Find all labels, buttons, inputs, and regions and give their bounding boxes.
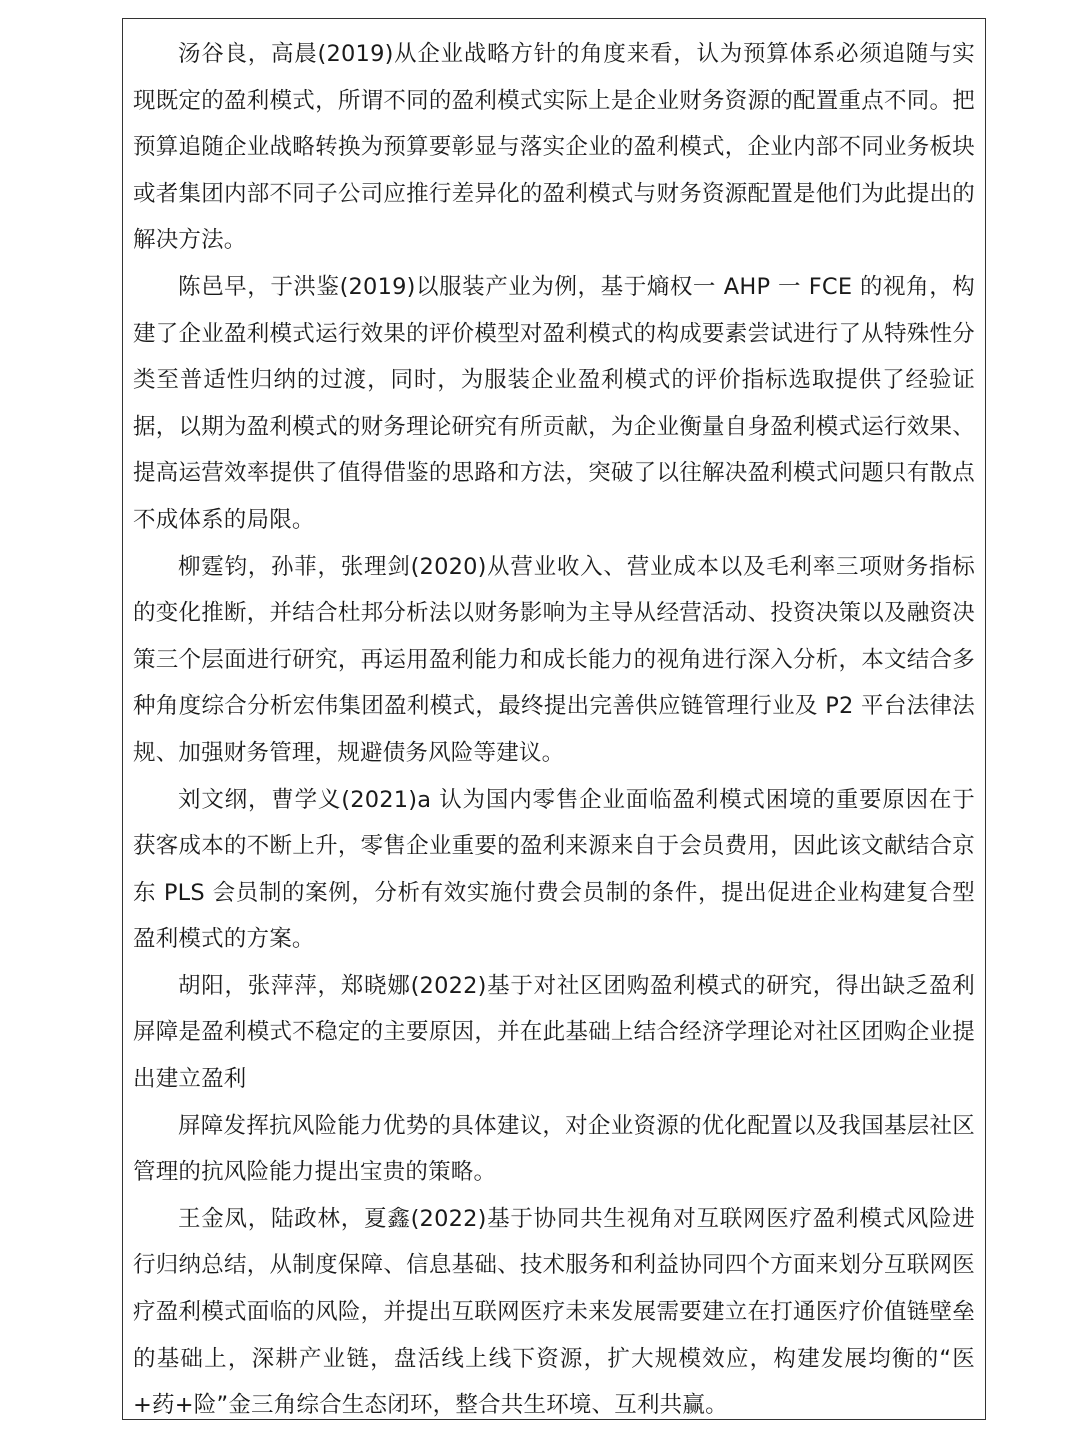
- paragraph-wang-lu-xia: 王金凤，陆政林，夏鑫(2022)基于协同共生视角对互联网医疗盈利模式风险进行归纳总结，从制度保障、信息基础、技术服务和利益协同四个方面来划分互联网医疗盈利模式面临的风险，并提出互联网医疗未来发展需要建立在打通医疗价值链壁垒的基础上，深耕产业链，盘活线上线下资源，扩大规模效应，构建发展均衡的“医+药+险”金三角综合生态闭环，整合共生环境、互利共赢。: [133, 1205, 975, 1419]
- paragraph-liu-cao: 刘文纲，曹学义(2021)a 认为国内零售企业面临盈利模式困境的重要原因在于获客成本的不断上升，零售企业重要的盈利来源来自于会员费用，因此该文献结合京东 PLS 会员制的案例，分析有效实施付费会员制的条件，提出促进企业构建复合型盈利模式的方案。: [133, 786, 975, 953]
- paragraph-tang-gaochen: 汤谷良，高晨(2019)从企业战略方针的角度来看，认为预算体系必须追随与实现既定的盈利模式，所谓不同的盈利模式实际上是企业财务资源的配置重点不同。把预算追随企业战略转换为预算要彰显与落实企业的盈利模式，企业内部不同业务板块或者集团内部不同子公司应推行差异化的盈利模式与财务资源配置是他们为此提出的解决方法。: [133, 41, 975, 254]
- paragraph-hu-zhang-zheng: 胡阳，张萍萍，郑晓娜(2022)基于对社区团购盈利模式的研究，得出缺乏盈利屏障是盈利模式不稳定的主要原因，并在此基础上结合经济学理论对社区团购企业提出建立盈利: [133, 972, 975, 1093]
- paragraph-chen-yu: 陈邑早，于洪鉴(2019)以服装产业为例，基于熵权一 AHP 一 FCE 的视角，构建了企业盈利模式运行效果的评价模型对盈利模式的构成要素尝试进行了从特殊性分类至普适性归纳的过渡，同时，为服装企业盈利模式的评价指标选取提供了经验证据，以期为盈利模式的财务理论研究有所贡献，为企业衡量自身盈利模式运行效果、提高运营效率提供了值得借鉴的思路和方法，突破了以往解决盈利模式问题只有散点不成体系的局限。: [133, 273, 975, 533]
- paragraph-barrier-suggestions: 屏障发挥抗风险能力优势的具体建议，对企业资源的优化配置以及我国基层社区管理的抗风险能力提出宝贵的策略。: [133, 1112, 975, 1186]
- document-page: [122, 18, 986, 1420]
- paragraph-liu-sun-zhang: 柳霆钧，孙菲，张理剑(2020)从营业收入、营业成本以及毛利率三项财务指标的变化推断，并结合杜邦分析法以财务影响为主导从经营活动、投资决策以及融资决策三个层面进行研究，再运用盈利能力和成长能力的视角进行深入分析，本文结合多种角度综合分析宏伟集团盈利模式，最终提出完善供应链管理行业及 P2 平台法律法规、加强财务管理，规避债务风险等建议。: [133, 553, 975, 766]
